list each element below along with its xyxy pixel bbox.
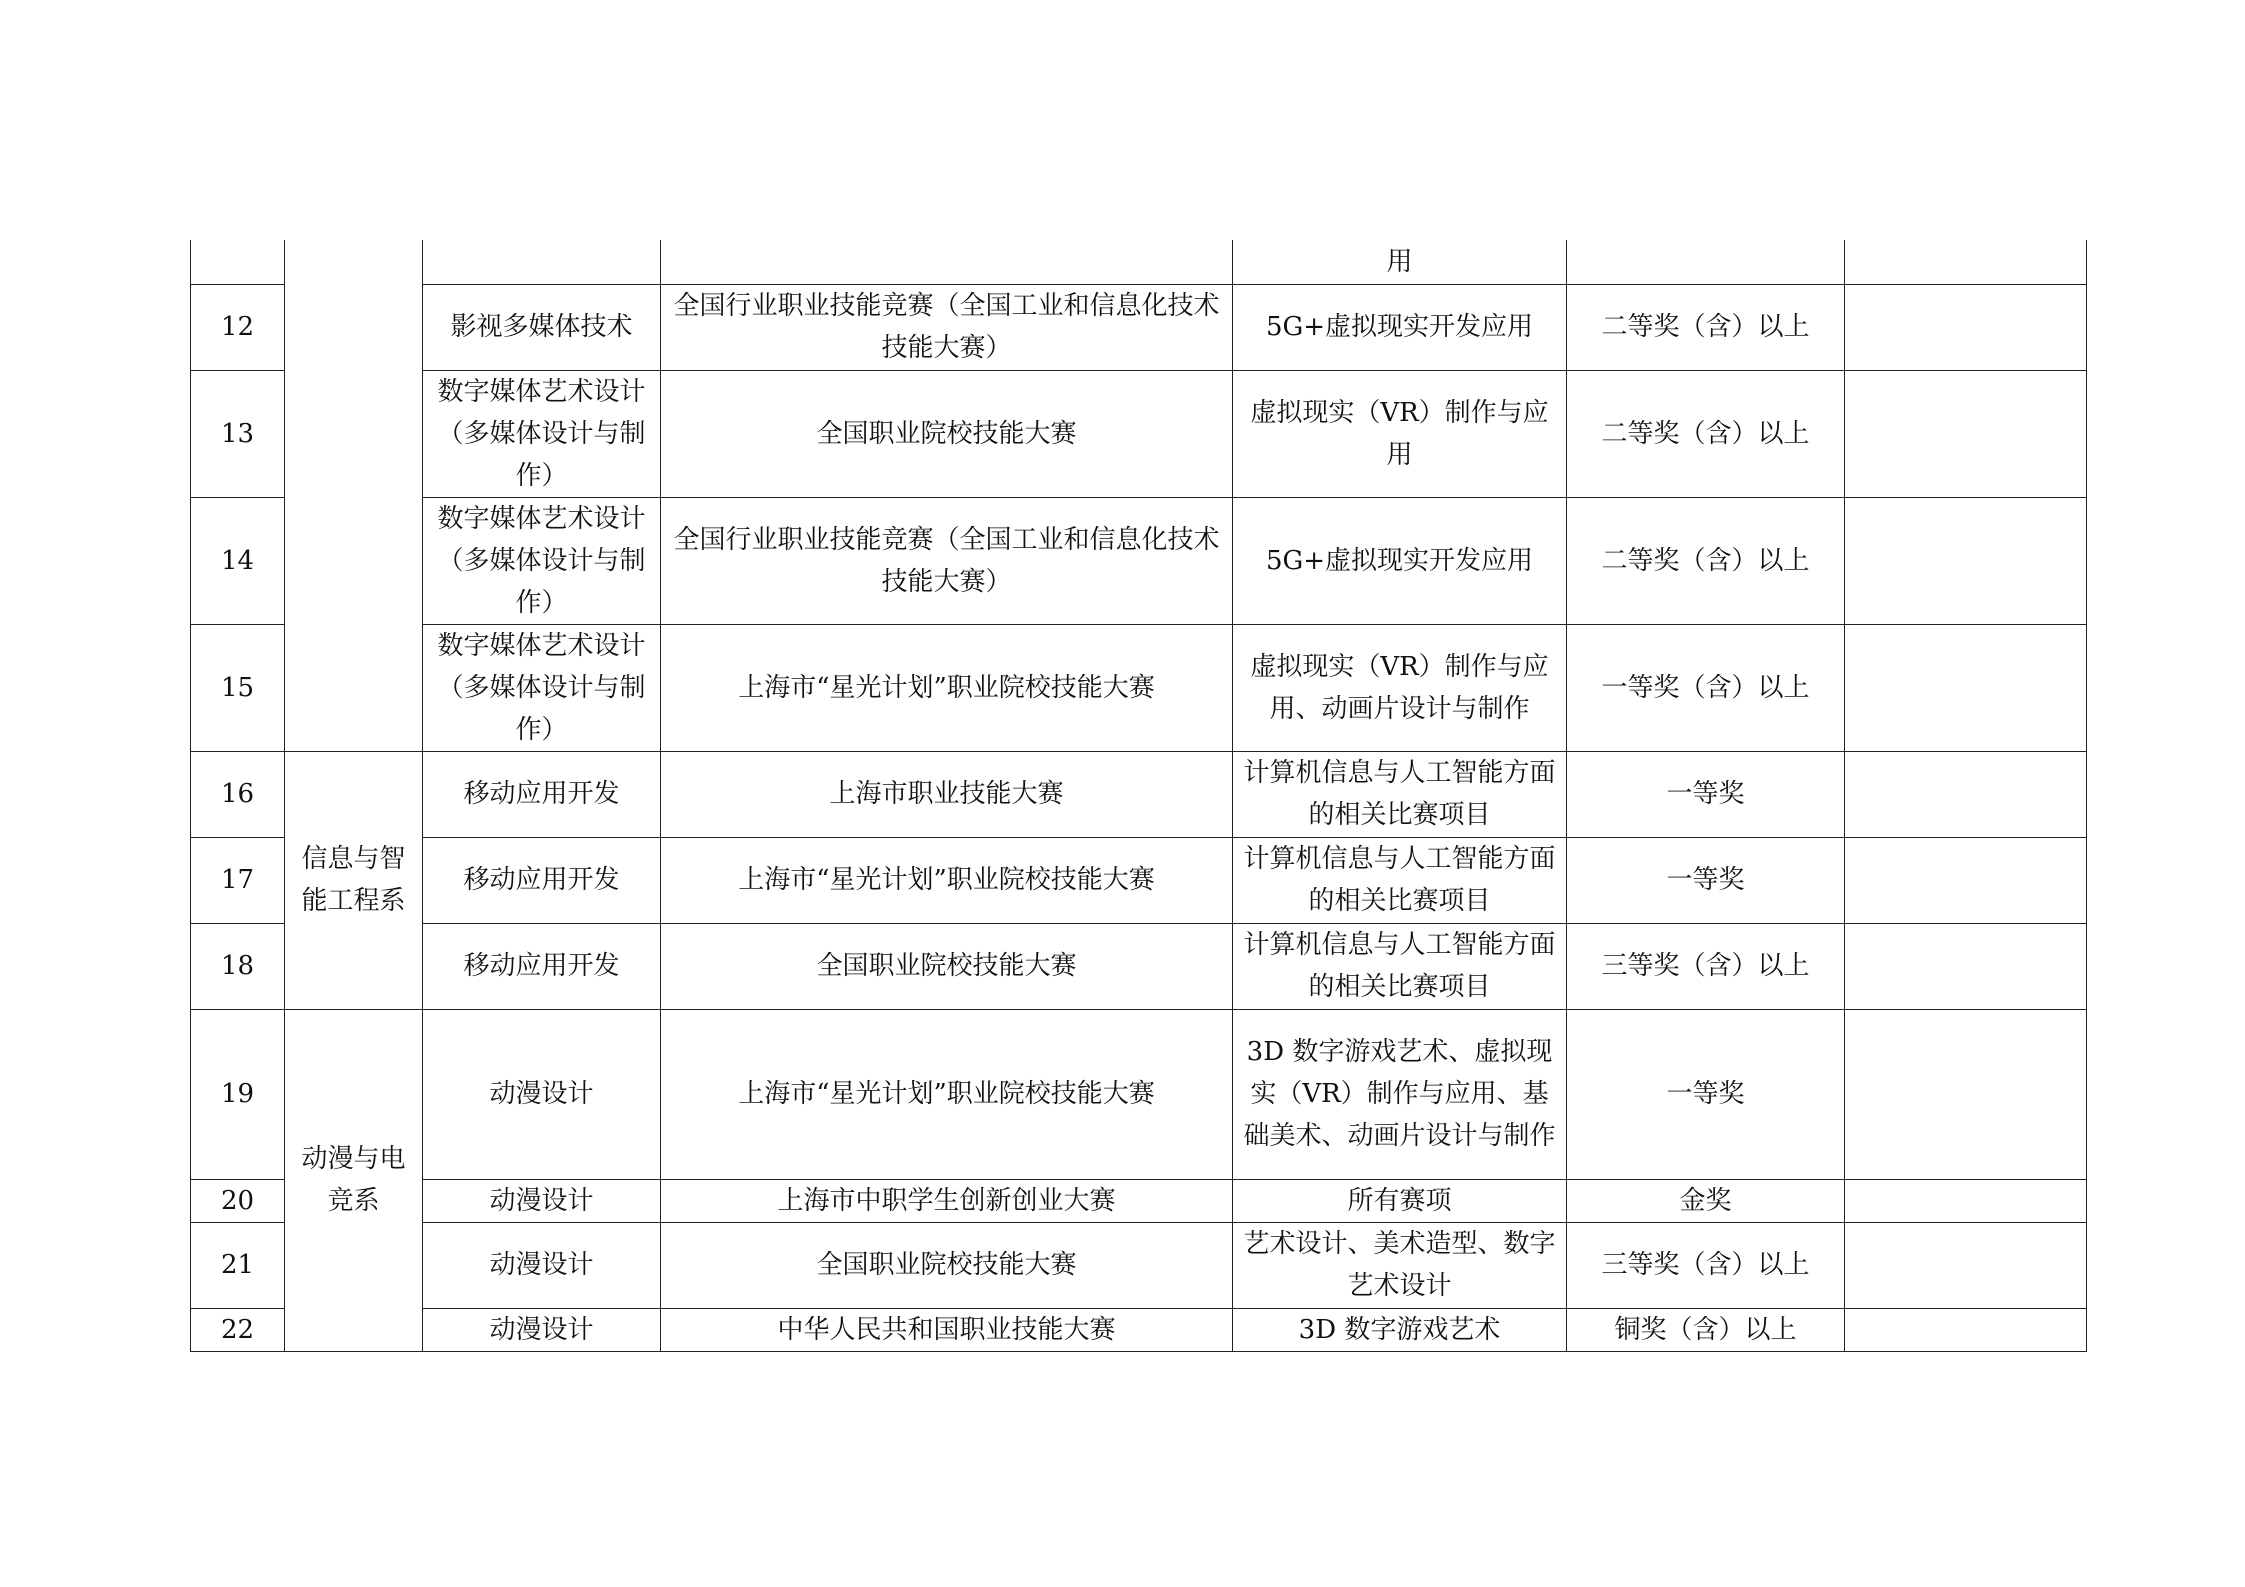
table-row bbox=[191, 370, 2087, 497]
cell-remark bbox=[1845, 1308, 2087, 1351]
cell-remark bbox=[1845, 1179, 2087, 1222]
cell-no: 12 bbox=[191, 284, 285, 370]
cell-no bbox=[191, 240, 285, 284]
cell-event: 用 bbox=[1233, 240, 1567, 284]
cell-no: 13 bbox=[191, 370, 285, 497]
cell-award: 二等奖（含）以上 bbox=[1567, 370, 1845, 497]
cell-event: 5G+虚拟现实开发应用 bbox=[1233, 284, 1567, 370]
cell-no: 18 bbox=[191, 923, 285, 1009]
cell-major: 数字媒体艺术设计（多媒体设计与制作） bbox=[423, 624, 661, 751]
cell-competition: 上海市“星光计划”职业院校技能大赛 bbox=[661, 1009, 1233, 1179]
cell-remark bbox=[1845, 1222, 2087, 1308]
cell-remark bbox=[1845, 923, 2087, 1009]
cell-event: 计算机信息与人工智能方面的相关比赛项目 bbox=[1233, 751, 1567, 837]
cell-competition: 全国职业院校技能大赛 bbox=[661, 1222, 1233, 1308]
cell-remark bbox=[1845, 837, 2087, 923]
cell-major bbox=[423, 240, 661, 284]
cell-no: 14 bbox=[191, 497, 285, 624]
cell-major: 动漫设计 bbox=[423, 1009, 661, 1179]
cell-competition: 全国职业院校技能大赛 bbox=[661, 923, 1233, 1009]
cell-major: 移动应用开发 bbox=[423, 751, 661, 837]
cell-event: 计算机信息与人工智能方面的相关比赛项目 bbox=[1233, 837, 1567, 923]
table-row bbox=[191, 1009, 2087, 1179]
cell-award: 三等奖（含）以上 bbox=[1567, 1222, 1845, 1308]
cell-remark bbox=[1845, 497, 2087, 624]
cell-event: 计算机信息与人工智能方面的相关比赛项目 bbox=[1233, 923, 1567, 1009]
cell-remark bbox=[1845, 751, 2087, 837]
cell-department: 信息与智能工程系 bbox=[285, 751, 423, 1009]
table-row bbox=[191, 624, 2087, 751]
cell-award: 二等奖（含）以上 bbox=[1567, 497, 1845, 624]
table-row bbox=[191, 240, 2087, 284]
cell-event: 所有赛项 bbox=[1233, 1179, 1567, 1222]
cell-remark bbox=[1845, 370, 2087, 497]
cell-award: 铜奖（含）以上 bbox=[1567, 1308, 1845, 1351]
cell-remark bbox=[1845, 1009, 2087, 1179]
cell-event: 5G+虚拟现实开发应用 bbox=[1233, 497, 1567, 624]
cell-award: 二等奖（含）以上 bbox=[1567, 284, 1845, 370]
cell-remark bbox=[1845, 240, 2087, 284]
cell-award: 一等奖 bbox=[1567, 1009, 1845, 1179]
cell-competition bbox=[661, 240, 1233, 284]
cell-competition: 全国行业职业技能竞赛（全国工业和信息化技术技能大赛） bbox=[661, 284, 1233, 370]
cell-major: 数字媒体艺术设计（多媒体设计与制作） bbox=[423, 370, 661, 497]
cell-competition: 全国职业院校技能大赛 bbox=[661, 370, 1233, 497]
cell-competition: 上海市中职学生创新创业大赛 bbox=[661, 1179, 1233, 1222]
cell-award: 一等奖 bbox=[1567, 751, 1845, 837]
cell-competition: 上海市“星光计划”职业院校技能大赛 bbox=[661, 837, 1233, 923]
cell-no: 20 bbox=[191, 1179, 285, 1222]
cell-department bbox=[285, 240, 423, 751]
cell-major: 移动应用开发 bbox=[423, 837, 661, 923]
table-row bbox=[191, 1179, 2087, 1222]
cell-award: 金奖 bbox=[1567, 1179, 1845, 1222]
table-row bbox=[191, 1308, 2087, 1351]
cell-remark bbox=[1845, 624, 2087, 751]
cell-competition: 中华人民共和国职业技能大赛 bbox=[661, 1308, 1233, 1351]
cell-event: 虚拟现实（VR）制作与应用 bbox=[1233, 370, 1567, 497]
cell-no: 22 bbox=[191, 1308, 285, 1351]
cell-event: 艺术设计、美术造型、数字艺术设计 bbox=[1233, 1222, 1567, 1308]
cell-award bbox=[1567, 240, 1845, 284]
cell-event: 虚拟现实（VR）制作与应用、动画片设计与制作 bbox=[1233, 624, 1567, 751]
cell-no: 19 bbox=[191, 1009, 285, 1179]
cell-major: 影视多媒体技术 bbox=[423, 284, 661, 370]
cell-competition: 上海市职业技能大赛 bbox=[661, 751, 1233, 837]
cell-remark bbox=[1845, 284, 2087, 370]
table-row bbox=[191, 837, 2087, 923]
cell-department: 动漫与电竞系 bbox=[285, 1009, 423, 1351]
awards-table bbox=[190, 240, 2087, 1352]
cell-major: 移动应用开发 bbox=[423, 923, 661, 1009]
cell-award: 一等奖 bbox=[1567, 837, 1845, 923]
cell-no: 17 bbox=[191, 837, 285, 923]
table-row bbox=[191, 497, 2087, 624]
table-row bbox=[191, 923, 2087, 1009]
cell-no: 16 bbox=[191, 751, 285, 837]
cell-major: 动漫设计 bbox=[423, 1308, 661, 1351]
table-row bbox=[191, 1222, 2087, 1308]
cell-event: 3D 数字游戏艺术 bbox=[1233, 1308, 1567, 1351]
cell-major: 动漫设计 bbox=[423, 1179, 661, 1222]
table-row bbox=[191, 751, 2087, 837]
cell-no: 15 bbox=[191, 624, 285, 751]
cell-event: 3D 数字游戏艺术、虚拟现实（VR）制作与应用、基础美术、动画片设计与制作 bbox=[1233, 1009, 1567, 1179]
cell-award: 一等奖（含）以上 bbox=[1567, 624, 1845, 751]
cell-major: 数字媒体艺术设计（多媒体设计与制作） bbox=[423, 497, 661, 624]
cell-competition: 上海市“星光计划”职业院校技能大赛 bbox=[661, 624, 1233, 751]
cell-major: 动漫设计 bbox=[423, 1222, 661, 1308]
cell-award: 三等奖（含）以上 bbox=[1567, 923, 1845, 1009]
table-row bbox=[191, 284, 2087, 370]
cell-no: 21 bbox=[191, 1222, 285, 1308]
cell-competition: 全国行业职业技能竞赛（全国工业和信息化技术技能大赛） bbox=[661, 497, 1233, 624]
